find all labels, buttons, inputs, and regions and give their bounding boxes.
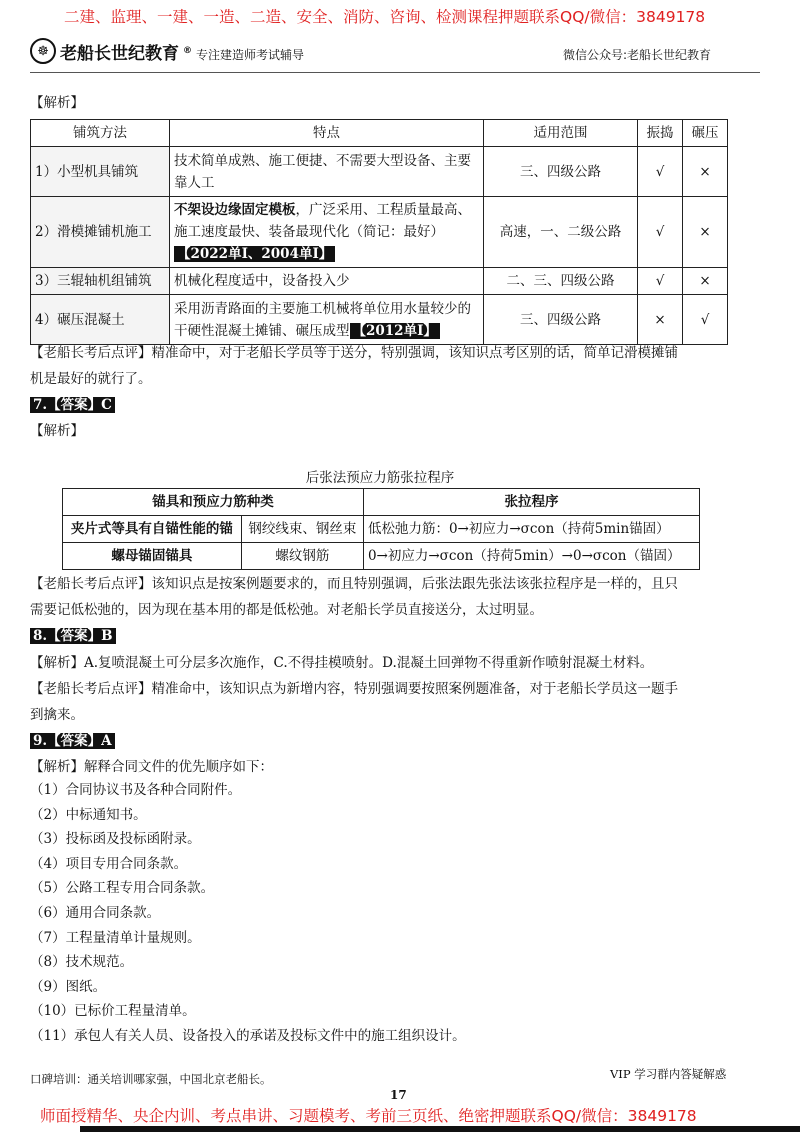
tagline: 专注建造师考试辅导 — [196, 48, 305, 62]
list-item: （9）图纸。 — [30, 978, 107, 995]
footer-left: 口碑培训：通关培训哪家强，中国北京老船长。 — [30, 1072, 272, 1086]
vibration-cell: × — [638, 295, 683, 345]
answer-label: 8.【答案】B — [30, 628, 116, 644]
table-row — [31, 197, 728, 268]
anchor-cell: 夹片式等具有自锚性能的锚 — [63, 516, 242, 543]
feature-cell — [170, 295, 484, 345]
scope-cell: 三、四级公路 — [484, 295, 638, 345]
table-header-row — [31, 120, 728, 147]
answer-7 — [30, 392, 760, 418]
header-divider — [30, 72, 760, 73]
comment-line: 【老船长考后点评】精准命中，该知识点为新增内容，特别强调要按照案例题准备，对于老船长学员这一题手 — [30, 681, 678, 697]
column-header: 张拉程序 — [363, 489, 699, 516]
rolling-cell: × — [683, 147, 728, 197]
feature-cell: 技术简单成熟、施工便捷、不需要大型设备、主要靠人工 — [170, 147, 484, 197]
table-row — [31, 147, 728, 197]
analysis-text: 【解析】A.复喷混凝土可分层多次施作，C.不得挂模喷射。D.混凝土回弹物不得重新作喷射混凝土材料。 — [30, 655, 654, 671]
answer-label: 7.【答案】C — [30, 397, 115, 413]
list-item: （10）已标价工程量清单。 — [30, 1003, 196, 1020]
vibration-cell: √ — [638, 197, 683, 268]
answer-label: 9.【答案】A — [30, 733, 115, 749]
tensioning-table — [62, 488, 700, 570]
page-number: 17 — [390, 1088, 407, 1102]
column-header: 锚具和预应力筋种类 — [63, 489, 364, 516]
list-item: （8）技术规范。 — [30, 954, 134, 971]
scan-edge — [80, 1126, 800, 1132]
table-row — [63, 543, 700, 570]
list-item: （5）公路工程专用合同条款。 — [30, 880, 215, 897]
table-row — [31, 295, 728, 345]
comment-line: 到擒来。 — [30, 707, 84, 723]
logo — [30, 38, 192, 64]
list-item: （11）承包人有关人员、设备投入的承诺及投标文件中的施工组织设计。 — [30, 1027, 466, 1044]
feature-cell — [170, 197, 484, 268]
feature-text: ，广泛采用、工程质量最高、施工速度最快、装备最现代化（简记：最好） — [174, 202, 471, 240]
column-header: 碾压 — [683, 120, 728, 147]
priority-list — [30, 778, 466, 1049]
method-cell: 1）小型机具铺筑 — [31, 147, 170, 197]
vibration-cell: √ — [638, 268, 683, 295]
exam-tag: 【2012单Ⅰ】 — [350, 323, 440, 339]
rolling-cell: × — [683, 197, 728, 268]
anchor-cell: 螺母锚固锚具 — [63, 543, 242, 570]
list-item: （6）通用合同条款。 — [30, 904, 161, 921]
answer-9 — [30, 728, 760, 754]
table-title: 后张法预应力筋张拉程序 — [305, 470, 455, 486]
answer-8 — [30, 623, 760, 649]
vibration-cell: √ — [638, 147, 683, 197]
analysis-label: 【解析】 — [30, 423, 84, 439]
comment-line: 【老船长考后点评】该知识点是按案例题要求的，而且特别强调，后张法跟先张法该张拉程序是一样的，且只 — [30, 576, 678, 592]
feature-cell: 机械化程度适中，设备投入少 — [170, 268, 484, 295]
tendon-cell: 螺纹钢筋 — [241, 543, 363, 570]
comment-line: 需要记低松弛的，因为现在基本用的都是低松弛。对老船长学员直接送分，太过明显。 — [30, 602, 543, 618]
method-cell: 4）碾压混凝土 — [31, 295, 170, 345]
list-item: （3）投标函及投标函附录。 — [30, 831, 201, 848]
logo-text: 老船长世纪教育 — [60, 43, 179, 64]
method-cell: 2）滑模摊铺机施工 — [31, 197, 170, 268]
table-header-row — [63, 489, 700, 516]
list-item: （4）项目专用合同条款。 — [30, 855, 188, 872]
procedure-cell: 0→初应力→σcon（持荷5min）→0→σcon（锚固） — [363, 543, 699, 570]
bottom-banner: 师面授精华、央企内训、考点串讲、习题模考、考前三页纸、绝密押题联系QQ/微信：3849178 — [40, 1107, 697, 1125]
list-item: （1）合同协议书及各种合同附件。 — [30, 782, 242, 798]
paving-methods-table — [30, 119, 728, 345]
list-item: （7）工程量清单计量规则。 — [30, 929, 201, 946]
list-item: （2）中标通知书。 — [30, 806, 147, 823]
feature-bold: 不架设边缘固定模板 — [174, 202, 296, 218]
method-cell: 3）三辊轴机组铺筑 — [31, 268, 170, 295]
scope-cell: 高速，一、二级公路 — [484, 197, 638, 268]
scope-cell: 三、四级公路 — [484, 147, 638, 197]
table-row — [63, 516, 700, 543]
wechat-account: 微信公众号:老船长世纪教育 — [563, 48, 712, 62]
table-row — [31, 268, 728, 295]
column-header: 特点 — [170, 120, 484, 147]
tendon-cell: 钢绞线束、钢丝束 — [241, 516, 363, 543]
exam-tag: 【2022单Ⅰ、2004单Ⅰ】 — [174, 246, 335, 262]
column-header: 振捣 — [638, 120, 683, 147]
comment-line: 【老船长考后点评】精准命中，对于老船长学员等于送分，特别强调，该知识点考区别的话，简单记滑模摊铺 — [30, 345, 678, 361]
ship-wheel-icon: ☸ — [30, 38, 56, 64]
analysis-label: 【解析】 — [30, 95, 84, 111]
rolling-cell: √ — [683, 295, 728, 345]
footer-right: VIP 学习群内答疑解惑 — [610, 1067, 727, 1081]
feature-text: 采用沥青路面的主要施工机械将单位用水量较少的干硬性混凝土摊铺、碾压成型 — [174, 300, 471, 339]
column-header: 铺筑方法 — [31, 120, 170, 147]
analysis-text: 【解析】解释合同文件的优先顺序如下： — [30, 759, 273, 775]
comment-line: 机是最好的就行了。 — [30, 371, 152, 387]
rolling-cell: × — [683, 268, 728, 295]
registered-mark: ® — [183, 46, 192, 56]
scope-cell: 二、三、四级公路 — [484, 268, 638, 295]
column-header: 适用范围 — [484, 120, 638, 147]
procedure-cell: 低松弛力筋：0→初应力→σcon（持荷5min锚固） — [363, 516, 699, 543]
top-banner: 二建、监理、一建、一造、二造、安全、消防、咨询、检测课程押题联系QQ/微信：3849178 — [64, 8, 706, 26]
